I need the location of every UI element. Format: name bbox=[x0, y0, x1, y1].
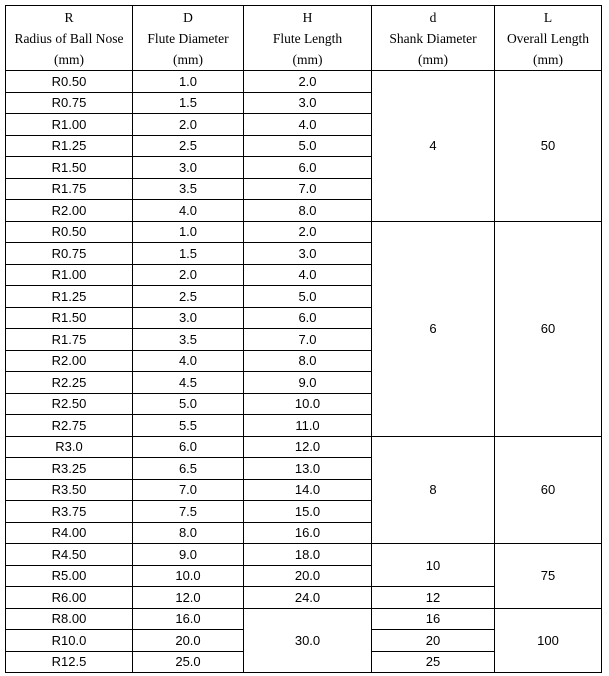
flute-diameter-cell: 4.0 bbox=[133, 200, 244, 222]
overall-length-cell: 100 bbox=[495, 608, 602, 673]
flute-length-cell: 4.0 bbox=[244, 264, 372, 286]
flute-length-cell: 12.0 bbox=[244, 436, 372, 458]
flute-diameter-cell: 4.5 bbox=[133, 372, 244, 394]
flute-diameter-cell: 1.5 bbox=[133, 243, 244, 265]
radius-cell: R6.00 bbox=[6, 587, 133, 609]
header-flute-diameter-symbol: D bbox=[183, 9, 193, 25]
flute-diameter-cell: 6.0 bbox=[133, 436, 244, 458]
radius-cell: R0.75 bbox=[6, 243, 133, 265]
table-row bbox=[6, 608, 602, 630]
flute-diameter-cell: 1.0 bbox=[133, 221, 244, 243]
flute-diameter-cell: 12.0 bbox=[133, 587, 244, 609]
flute-diameter-cell: 25.0 bbox=[133, 651, 244, 673]
radius-cell: R0.50 bbox=[6, 71, 133, 93]
header-flute-diameter bbox=[133, 6, 244, 71]
flute-diameter-cell: 3.0 bbox=[133, 157, 244, 179]
flute-diameter-cell: 20.0 bbox=[133, 630, 244, 652]
header-flute-length-symbol: H bbox=[302, 9, 313, 25]
radius-cell: R1.25 bbox=[6, 286, 133, 308]
flute-diameter-cell: 6.5 bbox=[133, 458, 244, 480]
radius-cell: R1.75 bbox=[6, 178, 133, 200]
flute-diameter-cell: 3.5 bbox=[133, 178, 244, 200]
flute-length-cell: 18.0 bbox=[244, 544, 372, 566]
radius-cell: R1.00 bbox=[6, 114, 133, 136]
flute-length-cell: 13.0 bbox=[244, 458, 372, 480]
flute-length-cell: 15.0 bbox=[244, 501, 372, 523]
header-row bbox=[6, 6, 602, 71]
radius-cell: R4.50 bbox=[6, 544, 133, 566]
header-flute-diameter-label: Flute Diameter bbox=[147, 30, 229, 46]
flute-length-cell: 14.0 bbox=[244, 479, 372, 501]
header-overall-length bbox=[495, 6, 602, 71]
flute-length-cell: 2.0 bbox=[244, 71, 372, 93]
flute-length-cell: 11.0 bbox=[244, 415, 372, 437]
header-overall-length-symbol: L bbox=[543, 9, 553, 25]
flute-diameter-cell: 5.0 bbox=[133, 393, 244, 415]
radius-cell: R2.75 bbox=[6, 415, 133, 437]
flute-length-cell: 3.0 bbox=[244, 243, 372, 265]
shank-diameter-cell: 25 bbox=[372, 651, 495, 673]
header-radius-unit: (mm) bbox=[54, 51, 84, 67]
radius-cell: R0.75 bbox=[6, 92, 133, 114]
radius-cell: R2.25 bbox=[6, 372, 133, 394]
flute-length-cell: 30.0 bbox=[244, 608, 372, 673]
end-mill-dimensions-table bbox=[5, 5, 602, 673]
flute-diameter-cell: 5.5 bbox=[133, 415, 244, 437]
radius-cell: R1.75 bbox=[6, 329, 133, 351]
header-flute-length-label: Flute Length bbox=[272, 30, 343, 46]
flute-length-cell: 16.0 bbox=[244, 522, 372, 544]
header-radius bbox=[6, 6, 133, 71]
radius-cell: R0.50 bbox=[6, 221, 133, 243]
flute-diameter-cell: 2.0 bbox=[133, 114, 244, 136]
table-row bbox=[6, 544, 602, 566]
shank-diameter-cell: 4 bbox=[372, 71, 495, 222]
radius-cell: R3.50 bbox=[6, 479, 133, 501]
radius-cell: R1.25 bbox=[6, 135, 133, 157]
overall-length-cell: 60 bbox=[495, 436, 602, 544]
flute-diameter-cell: 4.0 bbox=[133, 350, 244, 372]
overall-length-cell: 60 bbox=[495, 221, 602, 436]
flute-diameter-cell: 9.0 bbox=[133, 544, 244, 566]
header-radius-symbol: R bbox=[64, 9, 74, 25]
flute-diameter-cell: 1.0 bbox=[133, 71, 244, 93]
radius-cell: R1.50 bbox=[6, 307, 133, 329]
radius-cell: R3.25 bbox=[6, 458, 133, 480]
radius-cell: R2.50 bbox=[6, 393, 133, 415]
header-shank-diameter bbox=[372, 6, 495, 71]
header-shank-diameter-unit: (mm) bbox=[418, 51, 448, 67]
table-body bbox=[6, 71, 602, 673]
header-flute-length-unit: (mm) bbox=[292, 51, 323, 67]
flute-diameter-cell: 8.0 bbox=[133, 522, 244, 544]
flute-length-cell: 7.0 bbox=[244, 329, 372, 351]
flute-length-cell: 5.0 bbox=[244, 135, 372, 157]
flute-length-cell: 4.0 bbox=[244, 114, 372, 136]
flute-length-cell: 8.0 bbox=[244, 350, 372, 372]
header-overall-length-label: Overall Length bbox=[506, 30, 590, 46]
header-flute-diameter-unit: (mm) bbox=[173, 51, 203, 67]
flute-length-cell: 2.0 bbox=[244, 221, 372, 243]
flute-diameter-cell: 10.0 bbox=[133, 565, 244, 587]
flute-diameter-cell: 3.5 bbox=[133, 329, 244, 351]
radius-cell: R1.50 bbox=[6, 157, 133, 179]
shank-diameter-cell: 10 bbox=[372, 544, 495, 587]
flute-length-cell: 6.0 bbox=[244, 157, 372, 179]
flute-length-cell: 6.0 bbox=[244, 307, 372, 329]
header-radius-label: Radius of Ball Nose bbox=[14, 30, 124, 46]
flute-length-cell: 7.0 bbox=[244, 178, 372, 200]
radius-cell: R2.00 bbox=[6, 200, 133, 222]
flute-diameter-cell: 16.0 bbox=[133, 608, 244, 630]
header-overall-length-unit: (mm) bbox=[533, 51, 563, 67]
flute-diameter-cell: 1.5 bbox=[133, 92, 244, 114]
flute-diameter-cell: 7.0 bbox=[133, 479, 244, 501]
flute-diameter-cell: 2.5 bbox=[133, 135, 244, 157]
radius-cell: R5.00 bbox=[6, 565, 133, 587]
radius-cell: R12.5 bbox=[6, 651, 133, 673]
shank-diameter-cell: 16 bbox=[372, 608, 495, 630]
radius-cell: R3.75 bbox=[6, 501, 133, 523]
flute-diameter-cell: 2.5 bbox=[133, 286, 244, 308]
radius-cell: R2.00 bbox=[6, 350, 133, 372]
shank-diameter-cell: 12 bbox=[372, 587, 495, 609]
flute-diameter-cell: 2.0 bbox=[133, 264, 244, 286]
radius-cell: R1.00 bbox=[6, 264, 133, 286]
flute-length-cell: 8.0 bbox=[244, 200, 372, 222]
radius-cell: R10.0 bbox=[6, 630, 133, 652]
flute-length-cell: 20.0 bbox=[244, 565, 372, 587]
flute-diameter-cell: 7.5 bbox=[133, 501, 244, 523]
header-shank-diameter-symbol: d bbox=[429, 9, 437, 25]
flute-length-cell: 24.0 bbox=[244, 587, 372, 609]
shank-diameter-cell: 6 bbox=[372, 221, 495, 436]
flute-diameter-cell: 3.0 bbox=[133, 307, 244, 329]
overall-length-cell: 50 bbox=[495, 71, 602, 222]
radius-cell: R3.0 bbox=[6, 436, 133, 458]
flute-length-cell: 10.0 bbox=[244, 393, 372, 415]
table-row bbox=[6, 71, 602, 93]
radius-cell: R8.00 bbox=[6, 608, 133, 630]
header-shank-diameter-label: Shank Diameter bbox=[389, 30, 477, 46]
radius-cell: R4.00 bbox=[6, 522, 133, 544]
shank-diameter-cell: 8 bbox=[372, 436, 495, 544]
header-flute-length bbox=[244, 6, 372, 71]
table-row bbox=[6, 436, 602, 458]
overall-length-cell: 75 bbox=[495, 544, 602, 609]
flute-length-cell: 9.0 bbox=[244, 372, 372, 394]
flute-length-cell: 5.0 bbox=[244, 286, 372, 308]
shank-diameter-cell: 20 bbox=[372, 630, 495, 652]
flute-length-cell: 3.0 bbox=[244, 92, 372, 114]
table-row bbox=[6, 221, 602, 243]
